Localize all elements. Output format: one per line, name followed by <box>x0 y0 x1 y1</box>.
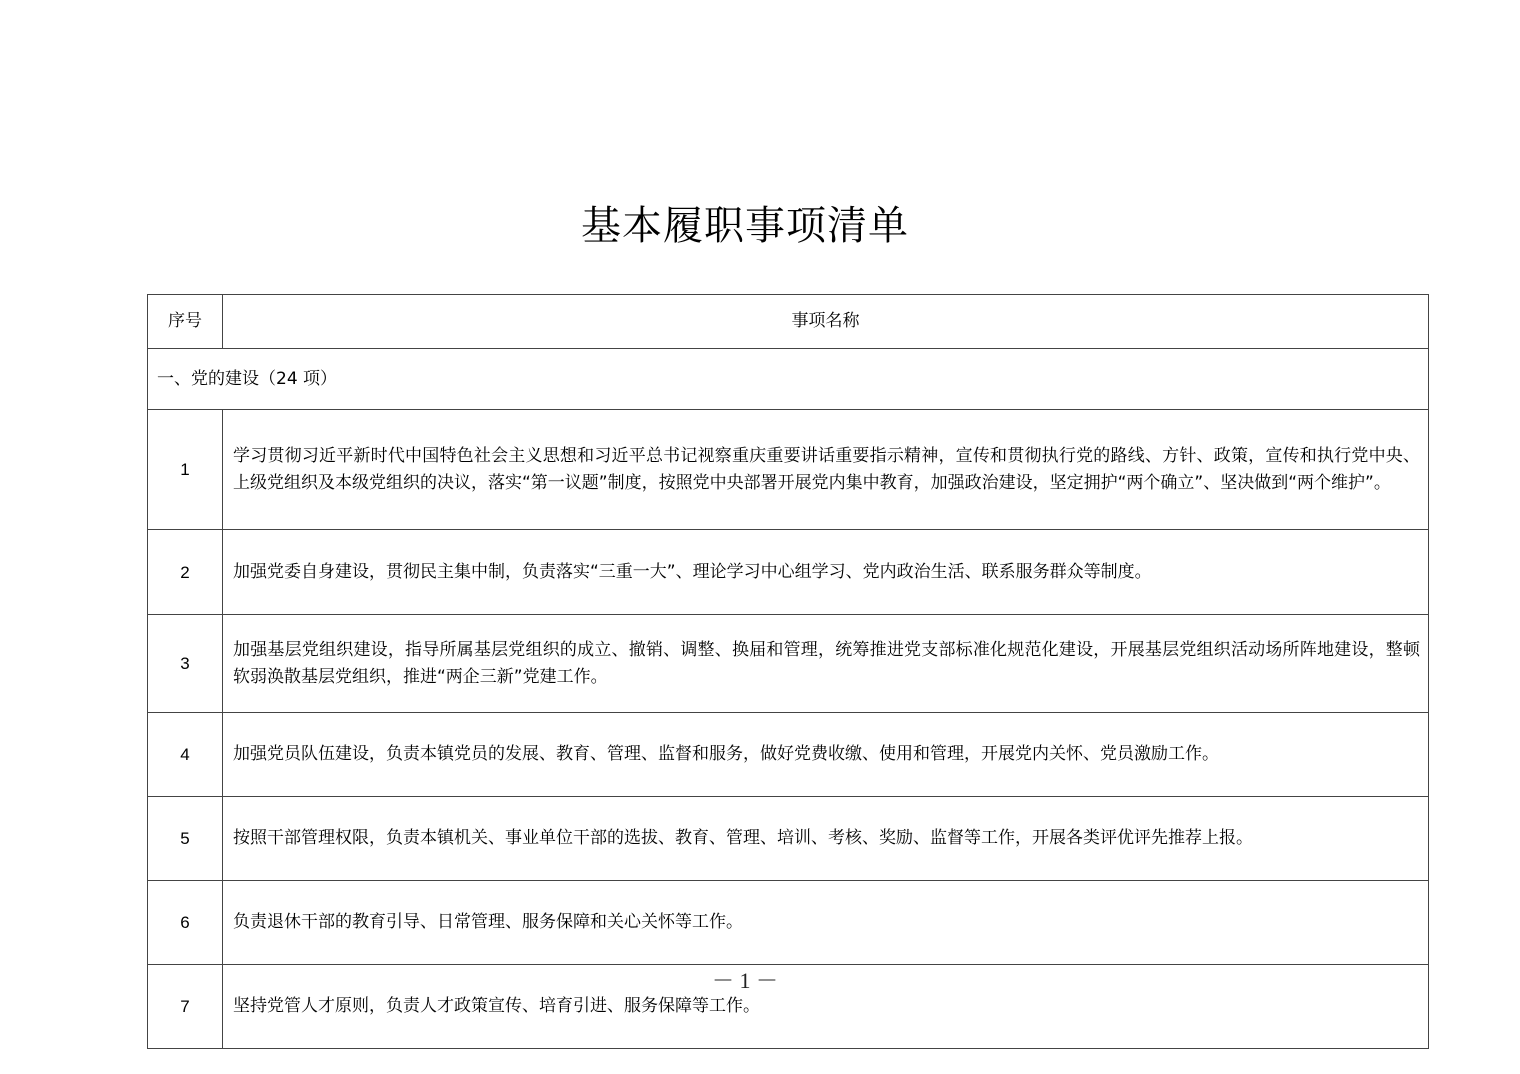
table-row <box>148 615 1429 713</box>
table-row <box>148 530 1429 615</box>
section-row <box>148 349 1429 410</box>
row-seq: 2 <box>148 530 223 615</box>
duty-items-table <box>147 294 1429 1049</box>
table-row <box>148 797 1429 881</box>
table-row <box>148 881 1429 965</box>
row-seq: 4 <box>148 713 223 797</box>
row-seq: 1 <box>148 410 223 530</box>
section-title: 一、党的建设（24 项） <box>148 349 1429 410</box>
header-seq: 序号 <box>148 295 223 349</box>
row-item-name: 加强党委自身建设，贯彻民主集中制，负责落实“三重一大”、理论学习中心组学习、党内政治生活、联系服务群众等制度。 <box>223 530 1429 615</box>
document-title: 基本履职事项清单 <box>581 203 909 249</box>
row-seq: 3 <box>148 615 223 713</box>
row-item-name: 加强党员队伍建设，负责本镇党员的发展、教育、管理、监督和服务，做好党费收缴、使用和管理，开展党内关怀、党员激励工作。 <box>223 713 1429 797</box>
row-item-name: 负责退休干部的教育引导、日常管理、服务保障和关心关怀等工作。 <box>223 881 1429 965</box>
header-item-name: 事项名称 <box>223 295 1429 349</box>
page-number: － 1 － <box>711 968 778 993</box>
table-row <box>148 713 1429 797</box>
row-item-name: 按照干部管理权限，负责本镇机关、事业单位干部的选拔、教育、管理、培训、考核、奖励、监督等工作，开展各类评优评先推荐上报。 <box>223 797 1429 881</box>
table-header-row <box>148 295 1429 349</box>
row-item-name: 加强基层党组织建设，指导所属基层党组织的成立、撤销、调整、换届和管理，统筹推进党支部标准化规范化建设，开展基层党组织活动场所阵地建设，整顿软弱涣散基层党组织，推进“两企三新”党建工作。 <box>223 615 1429 713</box>
row-seq: 7 <box>148 965 223 1049</box>
row-seq: 5 <box>148 797 223 881</box>
table-row <box>148 410 1429 530</box>
row-seq: 6 <box>148 881 223 965</box>
row-item-name: 学习贯彻习近平新时代中国特色社会主义思想和习近平总书记视察重庆重要讲话重要指示精神，宣传和贯彻执行党的路线、方针、政策，宣传和执行党中央、上级党组织及本级党组织的决议，落实“第一议题”制度，按照党中央部署开展党内集中教育，加强政治建设，坚定拥护“两个确立”、坚决做到“两个维护”。 <box>223 410 1429 530</box>
row-item-name: 坚持党管人才原则，负责人才政策宣传、培育引进、服务保障等工作。 <box>223 965 1429 1049</box>
